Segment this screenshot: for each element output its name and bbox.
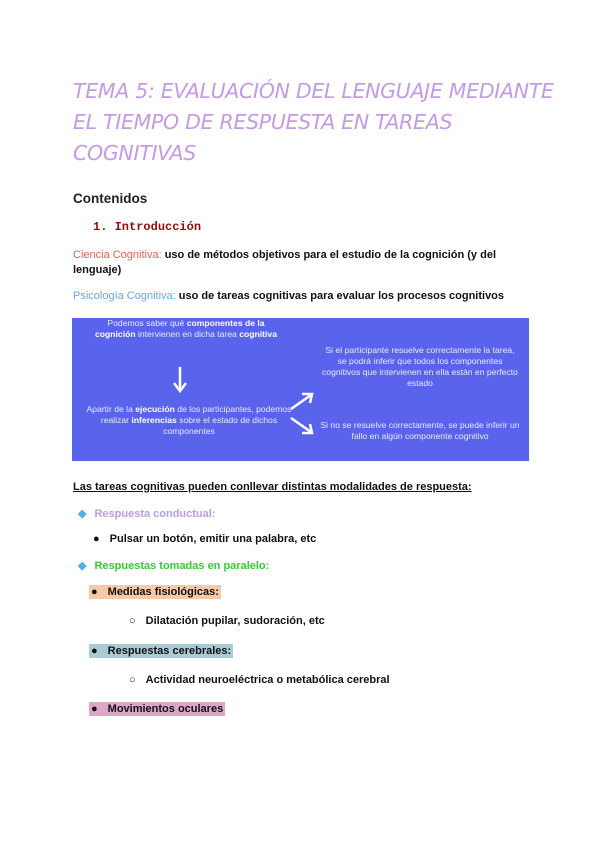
- circle-bullet-icon: ○: [129, 674, 136, 686]
- diagram-text: intervienen en dicha tarea: [135, 329, 240, 339]
- diagram-box-incorrect: Si no se resuelve correctamente, se puede inferir un fallo en algún componente cognitivo: [320, 420, 520, 441]
- list-subitem-text: Medidas fisiológicas:: [107, 586, 219, 598]
- diagram-bold-text: componentes de la cognición: [95, 318, 265, 339]
- section-heading: [93, 220, 201, 234]
- diagram-text: de los participantes, podemos realizar: [100, 404, 292, 425]
- diagram-box-correct: Si el participante resuelve correctamente la tarea, se podrá inferir que todos los componentes cognitivos que intervienen en ella están en perfecto estado: [322, 345, 518, 388]
- title-line-2: EL TIEMPO DE RESPUESTA EN TAREAS: [73, 110, 453, 134]
- definition-text: uso de métodos objetivos para el estudio de la cognición (y del lenguaje): [73, 249, 496, 276]
- tasks-heading: Las tareas cognitivas pueden conllevar distintas modalidades de respuesta:: [73, 481, 472, 493]
- inference-diagram: [72, 318, 529, 461]
- dot-bullet-icon: ●: [91, 586, 98, 598]
- document-title: [73, 76, 554, 169]
- diagram-box-inferences: [84, 404, 294, 437]
- list-item-parallel: [78, 559, 269, 572]
- diagram-text: Podemos saber qué: [107, 318, 187, 328]
- diagram-bold-text: ejecución: [135, 404, 175, 414]
- list-subitem-brain: [89, 645, 233, 657]
- definition-term: Ciencia Cognitiva:: [73, 249, 162, 261]
- list-item-behavioral: [78, 507, 216, 520]
- list-subitem-eye: [89, 703, 225, 715]
- title-line-3: COGNITIVAS: [73, 141, 196, 165]
- definition-term: Psicología Cognitiva:: [73, 290, 176, 302]
- diagram-bold-text: inferencias: [131, 415, 177, 425]
- highlighted-label: [89, 702, 225, 716]
- dot-bullet-icon: ●: [93, 533, 100, 545]
- title-line-1: TEMA 5: EVALUACIÓN DEL LENGUAJE MEDIANTE: [73, 79, 554, 103]
- list-detail: [129, 674, 390, 686]
- list-subitem: [93, 533, 316, 545]
- definition-cognitive-psychology: [73, 289, 543, 304]
- dot-bullet-icon: ●: [91, 703, 98, 715]
- list-subitem-text: Movimientos oculares: [107, 703, 224, 715]
- list-subitem-text: Pulsar un botón, emitir una palabra, etc: [109, 533, 317, 545]
- diagram-text: Apartir de la: [86, 404, 136, 414]
- list-detail: [129, 615, 325, 627]
- list-item-label: Respuesta conductual:: [94, 508, 216, 520]
- arrow-down-right-icon: [288, 415, 316, 437]
- diagram-bold-text: cognitiva: [239, 329, 277, 339]
- diamond-bullet-icon: ◆: [78, 560, 87, 572]
- diagram-text: sobre el estado de dichos componentes: [163, 415, 278, 436]
- list-subitem-physiological: [89, 586, 221, 598]
- list-item-label: Respuestas tomadas en paralelo:: [94, 560, 270, 572]
- list-detail-text: Dilatación pupilar, sudoración, etc: [145, 615, 325, 627]
- section-number: 1.: [93, 220, 108, 234]
- definition-text: uso de tareas cognitivas para evaluar los procesos cognitivos: [175, 290, 505, 302]
- highlighted-label: [89, 585, 221, 599]
- contents-heading: Contenidos: [73, 191, 148, 206]
- arrow-up-right-icon: [288, 390, 316, 412]
- highlighted-label: [89, 644, 233, 658]
- definition-cognitive-science: [73, 248, 543, 278]
- section-title: Introducción: [114, 220, 202, 234]
- diagram-box-components: [86, 318, 286, 340]
- arrow-down-icon: [172, 365, 188, 395]
- list-subitem-text: Respuestas cerebrales:: [107, 645, 232, 657]
- list-detail-text: Actividad neuroeléctrica o metabólica cerebral: [145, 674, 390, 686]
- circle-bullet-icon: ○: [129, 615, 136, 627]
- dot-bullet-icon: ●: [91, 645, 98, 657]
- diamond-bullet-icon: ◆: [78, 508, 87, 520]
